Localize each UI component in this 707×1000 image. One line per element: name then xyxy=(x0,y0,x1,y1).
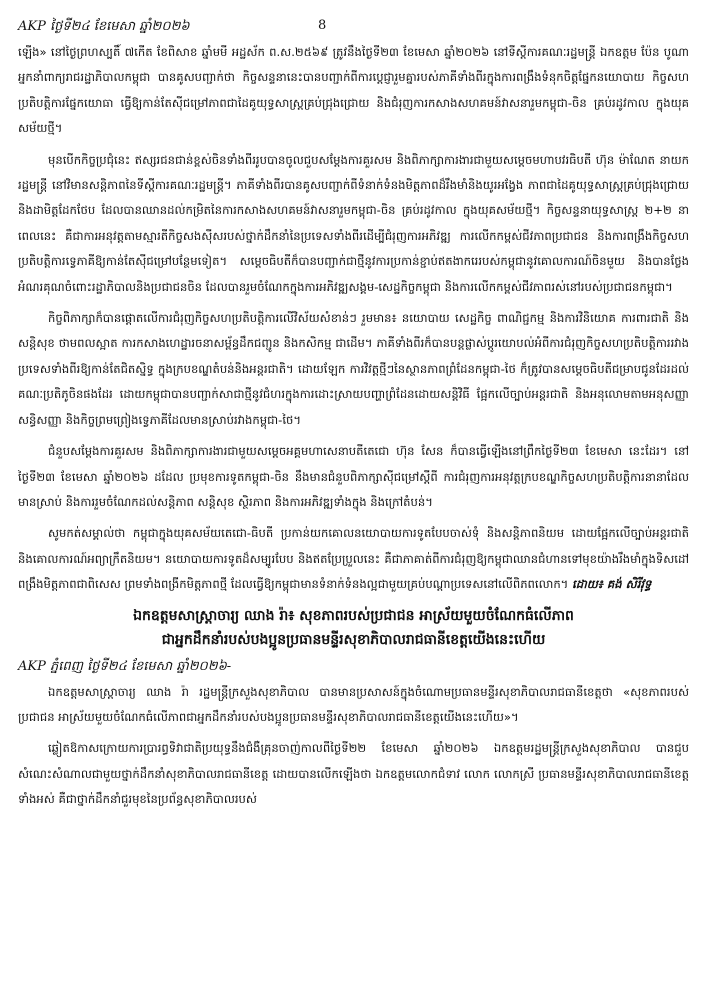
article2-paragraph-2: ឆ្លៀតឱកាសក្រោយការប្រារព្ធទិវាជាតិប្រយុទ្ធនឹងជំងឺគ្រុនចាញ់កាលពីថ្ងៃទី២២ ខែមេសា ឆ្នាំ២០២៦ ឯកឧត្តមរដ្ឋមន្ត្រីក្រសួងសុខាភិបាល បានជួបសំណេះសំណាលជាមួយថ្នាក់ដឹកនាំសុខាភិបាលរាជធានីខេត្ត ដោយបានលើកឡើងថា ឯកឧត្តមលោកជំទាវ លោក លោកស្រី ប្រធានមន្ទីរសុខាភិបាលរាជធានីខេត្តទាំងអស់ គឺជាថ្នាក់ដឹកនាំជួរមុខនៃប្រព័ន្ធសុខាភិបាលរបស់ xyxy=(18,741,689,807)
article1-paragraph-5-text: សូមកត់សម្គាល់ថា កម្ពុជាក្នុងយុគសម័យតេជោ-ធិបតី ប្រកាន់យកគោលនយោបាយការទូតបែបចាស់ទុំ និងសន្តិភាពនិយម ដោយផ្អែកលើច្បាប់អន្តរជាតិ និងគោលការណ៍អព្យាក្រឹតនិយម។ នយោបាយការទូតដ៏សម្បូរបែប និងឥតប្រែប្រួលនេះ គឺជាភាគាត់ពីការជំរុញឱ្យកម្ពុជាឈានជំហានទៅមុខយ៉ាងរឹងមាំក្នុងទិសដៅពង្រឹងមិត្តភាពជាពិសេស ព្រមទាំងពង្រីកមិត្តភាពថ្មី ដែលធ្វើឱ្យកម្ពុជាមានទំនាក់ទំនងល្អជាមួយគ្រប់បណ្តាប្រទេសនៅលើពិភពលោក។ xyxy=(18,526,689,592)
article2-paragraph-1: ឯកឧត្តមសាស្ត្រាចារ្យ ឈាង រ៉ា រដ្ឋមន្ត្រីក្រសួងសុខាភិបាល បានមានប្រសាសន៍ក្នុងចំណោមប្រធានមន្ទីរសុខាភិបាលរាជធានីខេត្តថា «សុខភាពរបស់ប្រជាជន អាស្រ័យមួយចំណែកធំលើភាពជាអ្នកដឹកនាំរបស់បងប្អូនប្រធានមន្ទីរសុខាភិបាលរាជធានីខេត្តយើងនេះហើយ»។ xyxy=(18,684,689,724)
page-number: 8 xyxy=(318,18,327,33)
byline: ដោយ៖ គង់ សិរីវុទ្ធ xyxy=(572,577,652,592)
header-dateline: AKP ថ្ងៃទី២៤ ខែមេសា ឆ្នាំ២០២៦ xyxy=(18,19,190,34)
article1-paragraph-1: ឡើង» នៅថ្ងៃព្រហស្បតិ៍ ៧កើត ខែពិសាខ ឆ្នាំមមី អដ្ឋស័ក ព.ស.២៥៦៩ ត្រូវនឹងថ្ងៃទី២៣ ខែមេសា ឆ្នាំ២០២៦ នៅទីស្តីការគណៈរដ្ឋមន្ត្រី ឯកឧត្តម ប៉ែន បូណា អ្នកនាំពាក្យរាជរដ្ឋាភិបាលកម្ពុជា បានគូសបញ្ជាក់ថា កិច្ចសន្ទនានេះបានបញ្ជាក់ពីការប្តេជ្ញារួមគ្នារបស់ភាគីទាំងពីរក្នុងការពង្រឹងទំនុកចិត្តផ្នែកនយោបាយ កិច្ចសហប្រតិបត្តិការផ្នែកយោធា ធ្វើឱ្យកាន់តែស៊ីជម្រៅភាពជាដៃគូយុទ្ធសាស្ត្រគ្រប់ជ្រុងជ្រោយ និងជំរុញការកសាងសហគមន៍វាសនារួមកម្ពុជា-ចិន គ្រប់រដូវកាល ក្នុងយុគសម័យថ្មី។ xyxy=(18,45,689,136)
article2-dateline: AKP ភ្នំពេញ ថ្ងៃទី២៤ ខែមេសា ឆ្នាំ២០២៦- xyxy=(18,658,232,674)
page-header xyxy=(18,14,689,40)
article1-paragraph-4: ជំនួបសម្តែងការគួរសម និងពិភាក្សាការងារជាមួយសម្តេចអគ្គមហាសេនាបតីតេជោ ហ៊ុន សែន ក៏បានធ្វើឡើងនៅព្រឹកថ្ងៃទី២៣ ខែមេសា នេះដែរ។ នៅថ្ងៃទី២៣ ខែមេសា ឆ្នាំ២០២៦ ដដែល ប្រមុខការទូតកម្ពុជា-ចិន នឹងមានជំនួបពិភាក្សាស៊ីជម្រៅស្តីពី ការជំរុញការអនុវត្តក្របខណ្ឌកិច្ចសហប្រតិបត្តិការនានាដែលមានស្រាប់ និងការរួមចំណែកដល់សន្តិភាព សន្តិសុខ ស្ថិរភាព និងការអភិវឌ្ឍទាំងក្នុង និងក្រៅតំបន់។ xyxy=(18,444,689,509)
article2-body xyxy=(18,680,689,813)
headline-line-2: ជាអ្នកដឹកនាំរបស់បងប្អូនប្រធានមន្ទីរសុខាភិបាលរាជធានីខេត្តយើងនេះហើយ xyxy=(161,631,546,648)
article1-paragraph-5 xyxy=(18,521,689,597)
article1-paragraph-2: មុនបើកកិច្ចប្រជុំនេះ ឥស្សរជនជាន់ខ្ពស់ចិនទាំងពីររូបបានចូលជួបសម្តែងការគួរសម និងពិភាក្សាការងារជាមួយសម្តេចមហាបវរធិបតី ហ៊ុន ម៉ាណែត នាយករដ្ឋមន្ត្រី នៅវិមានសន្តិភាពនៃទីស្តីការគណៈរដ្ឋមន្ត្រី។ ភាគីទាំងពីរបានគូសបញ្ជាក់ពីទំនាក់ទំនងមិត្តភាពដ៏រឹងមាំនិងយូរអង្វែង ភាពជាដៃគូយុទ្ធសាស្ត្រគ្រប់ជ្រុងជ្រោយ និងដាមិត្តដែកថែប ដែលបានឈានដល់កម្រិតនៃការកសាងសហគមន៍វាសនារួមកម្ពុជា-ចិន គ្រប់រដូវកាល ក្នុងយុគសម័យថ្មី។ កិច្ចសន្ទនាយុទ្ធសាស្ត្រ ២+២ នាពេលនេះ គឺជាការអនុវត្តតាមស្មារតីកិច្ចសងស៊ីសរបស់ថ្នាក់ដឹកនាំនៃប្រទេសទាំងពីរដើម្បីជំរុញការអភិវឌ្ឍ ការលើកកម្ពស់ជីវភាពប្រជាជន និងការពង្រឹងកិច្ចសហប្រតិបត្តិការទ្វេភាគីឱ្យកាន់តែស៊ីជម្រៅបន្ថែមទៀត។ សម្តេចធិបតីក៏បានបញ្ជាក់ជាថ្មីនូវការប្រកាន់ខ្ជាប់ឥតងាករេរបស់កម្ពុជានូវគោលការណ៍ចិនមួយ និងបានថ្លែងអំណរគុណចំពោះរដ្ឋាភិបាលនិងប្រជាជនចិន ដែលបានរួមចំណែកក្នុងការអភិវឌ្ឍសង្គម-សេដ្ឋកិច្ចកម្ពុជា និងការលើកកម្ពស់ជីវភាពរស់នៅរបស់ប្រជាជនកម្ពុជា។ xyxy=(18,152,689,294)
article1-paragraph-3: កិច្ចពិភាក្សាក៏បានផ្តោតលើការជំរុញកិច្ចសហប្រតិបត្តិការលើវិស័យសំខាន់ៗ រួមមាន៖ នយោបាយ សេដ្ឋកិច្ច ពាណិជ្ជកម្ម និងការវិនិយោគ ការពារជាតិ និងសន្តិសុខ ថាមពលស្អាត ការកសាងហេដ្ឋារចនាសម្ព័ន្ធដឹកជញ្ជូន និងកសិកម្ម ជាដើម។ ភាគីទាំងពីរក៏បានបន្តផ្លាស់ប្តូរយោបល់អំពីការជំរុញកិច្ចសហប្រតិបត្តិការរវាងប្រទេសទាំងពីរឱ្យកាន់តែជិតស្និទ្ធ ក្នុងក្របខណ្ឌតំបន់និងអន្តរជាតិ។ ដោយឡែក ការវិវត្តថ្មីៗនៃស្ថានភាពព្រំដែនកម្ពុជា-ថៃ ក៏ត្រូវបានសម្តេចធិបតីជម្រាបជូនដែរដល់គណៈប្រតិភូចិនផងដែរ ដោយកម្ពុជាបានបញ្ជាក់សាជាថ្មីនូវជំហរក្នុងការដោះស្រាយបញ្ហាព្រំដែនដោយសន្តិវិធី ផ្អែកលើច្បាប់អន្តរជាតិ និងអនុលោមតាមអនុសញ្ញា សន្ធិសញ្ញា និងកិច្ចព្រមព្រៀងទ្វេភាគីដែលមានស្រាប់រវាងកម្ពុជា-ថៃ។ xyxy=(18,311,689,427)
article-continued xyxy=(18,40,689,598)
headline-line-1: ឯកឧត្តមសាស្ត្រាចារ្យ ឈាង រ៉ា៖ សុខភាពរបស់ប្រជាជន អាស្រ័យមួយចំណែកធំលើភាព xyxy=(133,607,574,624)
article2-headline xyxy=(18,604,689,652)
